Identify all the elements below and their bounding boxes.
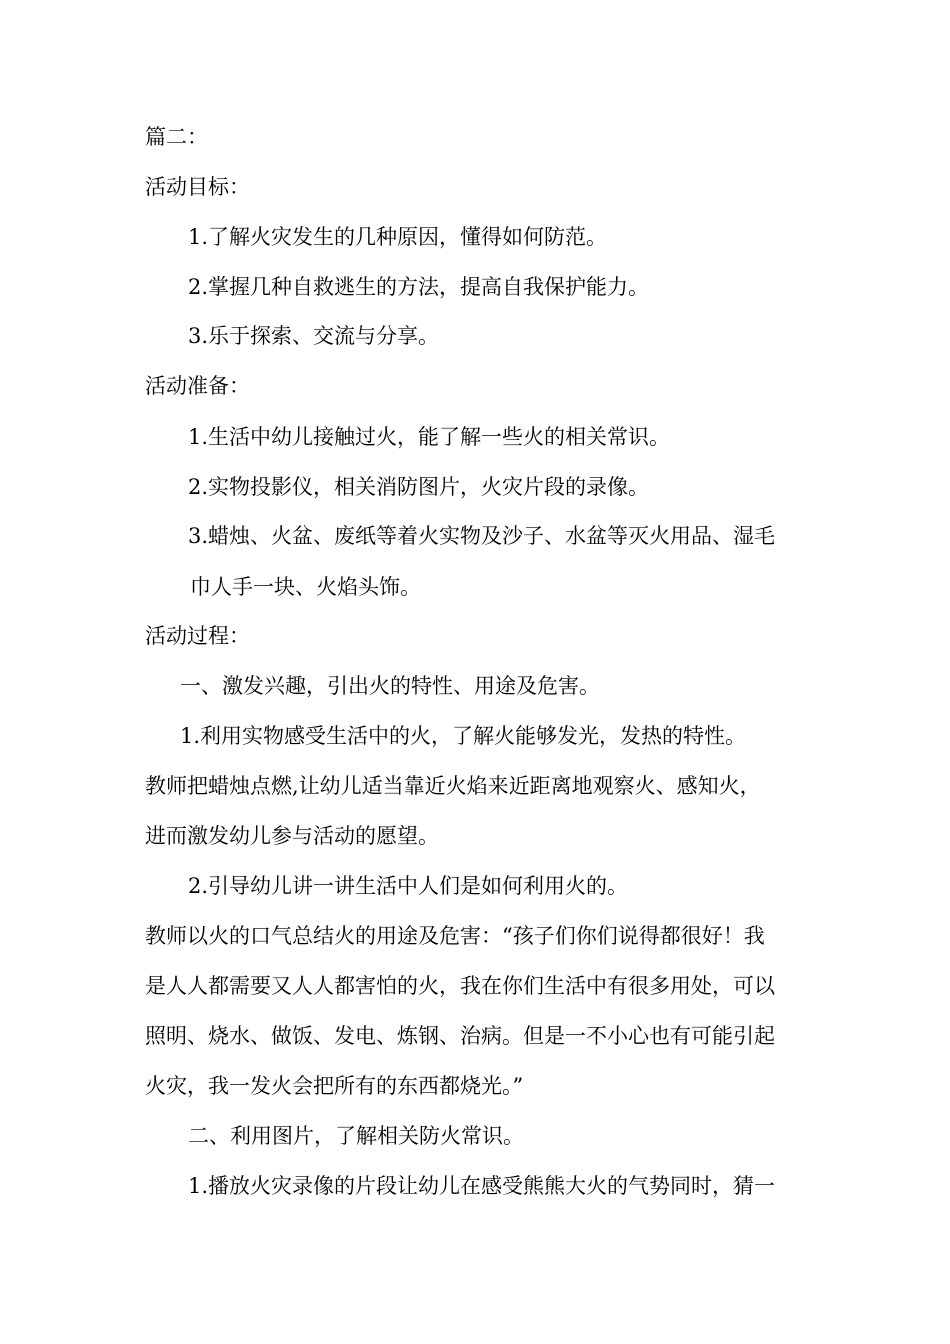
process-step: 1.利用实物感受生活中的火，了解火能够发光，发热的特性。 xyxy=(180,724,747,748)
preparation-item-continued: 巾人手一块、火焰头饰。 xyxy=(190,575,421,599)
goal-item: 3.乐于探索、交流与分享。 xyxy=(188,324,440,348)
activity-preparation-heading: 活动准备： xyxy=(145,374,250,398)
activity-process-heading: 活动过程： xyxy=(145,624,250,648)
process-step: 1.播放火灾录像的片段让幼儿在感受熊熊大火的气势同时，猜一 xyxy=(188,1174,776,1198)
body-paragraph-line: 教师以火的口气总结火的用途及危害：“孩子们你们说得都很好！我 xyxy=(145,924,765,948)
body-paragraph-line: 教师把蜡烛点燃,让幼儿适当靠近火焰来近距离地观察火、感知火， xyxy=(145,774,761,798)
body-paragraph-line: 进而激发幼儿参与活动的愿望。 xyxy=(145,824,439,848)
body-paragraph-line: 是人人都需要又人人都害怕的火，我在你们生活中有很多用处，可以 xyxy=(145,974,775,998)
body-paragraph-line: 火灾，我一发火会把所有的东西都烧光。” xyxy=(145,1074,524,1098)
process-subheading: 一、激发兴趣，引出火的特性、用途及危害。 xyxy=(180,674,600,698)
preparation-item: 1.生活中幼儿接触过火，能了解一些火的相关常识。 xyxy=(188,425,671,449)
section-heading: 篇二： xyxy=(145,125,208,149)
body-paragraph-line: 照明、烧水、做饭、发电、炼钢、治病。但是一不小心也有可能引起 xyxy=(145,1024,775,1048)
preparation-item: 3.蜡烛、火盆、废纸等着火实物及沙子、水盆等灭火用品、湿毛 xyxy=(188,524,776,548)
goal-item: 1.了解火灾发生的几种原因，懂得如何防范。 xyxy=(188,225,608,249)
process-subheading: 二、利用图片，了解相关防火常识。 xyxy=(188,1124,524,1148)
goal-item: 2.掌握几种自救逃生的方法，提高自我保护能力。 xyxy=(188,275,650,299)
activity-goals-heading: 活动目标： xyxy=(145,175,250,199)
process-step: 2.引导幼儿讲一讲生活中人们是如何利用火的。 xyxy=(188,874,629,898)
preparation-item: 2.实物投影仪，相关消防图片，火灾片段的录像。 xyxy=(188,475,650,499)
